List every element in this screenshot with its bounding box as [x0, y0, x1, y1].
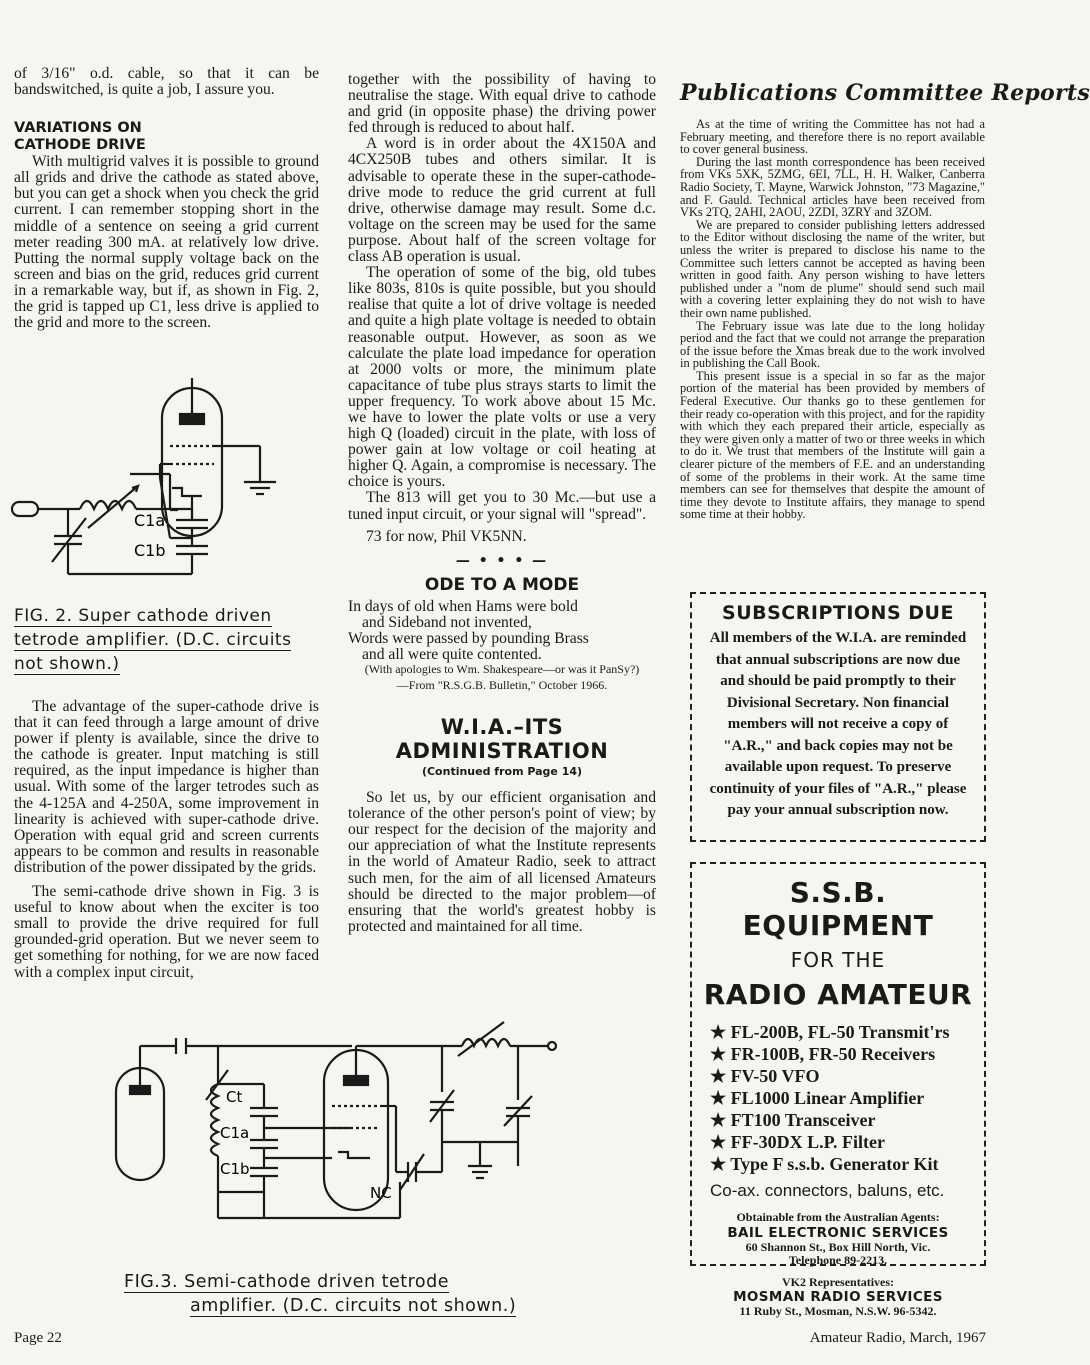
- ssb-headline: S.S.B. EQUIPMENT: [742, 876, 934, 942]
- ssb-advert-box: [690, 862, 986, 1318]
- subscriptions-title: SUBSCRIPTIONS DUE: [722, 602, 954, 624]
- fig3-label-c1a: C1a: [220, 1124, 250, 1142]
- ode-title: ODE TO A MODE: [424, 574, 580, 595]
- pub-para-5: This present issue is a special in so far as the major portion of the material has been provided by members of Federal Executive. Our thanks go to these gentlemen for their ready co-operation with this project, and for the rapidity with which they each prepared their article, especially as they were given only a matter of two or three weeks in which to do it. We trust that members of the Institute will gain a clearer picture of the members of F.E. and an understanding of some of the problems in their work. At the same time members can see for themselves that despite the amount of time they devote to Institute affairs, they manage to spend some time at their hobby.: [680, 368, 985, 522]
- ssb-item: ★ FF-30DX L.P. Filter: [710, 1132, 885, 1152]
- ssb-item: ★ FT100 Transceiver: [710, 1110, 876, 1130]
- ssb-item: ★ FL1000 Linear Amplifier: [710, 1088, 925, 1108]
- fig3-schematic: [100, 1022, 580, 1272]
- fig3-output-coil: [462, 1039, 510, 1046]
- ssb-item: ★ Type F s.s.b. Generator Kit: [710, 1154, 939, 1174]
- column-left: [14, 66, 319, 331]
- fig3-input-coil: [211, 1084, 218, 1156]
- ssb-vk2-intro: VK2 Representatives:: [781, 1274, 895, 1289]
- fig2-caption-line-3: not shown.): [14, 654, 120, 674]
- ode-poem: [348, 599, 656, 663]
- col1-intro: of 3/16" o.d. cable, so that it can be bandswitched, is quite a job, I assure you.: [14, 65, 319, 99]
- subhead-variations: [14, 120, 319, 154]
- ssb-item: ★ FV-50 VFO: [710, 1066, 820, 1086]
- column-right: [680, 72, 1090, 522]
- col1-para-2: The advantage of the super-cathode drive is that it can feed through a large amount of drive power if plenty is available, since the drive to the cathode is greater. Input matching is still required, as the input impedance is higher than usual. With some of the larger tetrodes such as the 4-125A and 4-250A, some improvement in linearity is achieved with super-cathode drive. Operation with equal grid and screen currents appears to be common and results in reasonable distribution of the power dissipated by the grids.: [14, 698, 319, 876]
- ssb-radio-amateur: RADIO AMATEUR: [703, 978, 973, 1011]
- ode-line-3: Words were passed by pounding Brass: [348, 629, 589, 647]
- fig2-schematic: [10, 378, 310, 600]
- subscriptions-box: [690, 592, 986, 842]
- column-middle: [348, 72, 656, 935]
- column-left-lower: [14, 699, 319, 981]
- ssb-agent-1-telephone: Telephone 89-2213.: [788, 1253, 888, 1267]
- ssb-item: ★ FR-100B, FR-50 Receivers: [710, 1044, 936, 1064]
- subscriptions-text: All members of the W.I.A. are reminded that annual subscriptions are now due and should be paid promptly to their Divisional Secretary. Non financial members will not receive a copy of "A.R.," and back copies may not be available upon request. To preserve continuity of your files of "A.R.," please pay your annual subscription now.: [709, 630, 967, 818]
- wia-title: W.I.A.–ITS ADMINISTRATION: [395, 715, 609, 764]
- fig2-plate: [180, 414, 204, 424]
- ssb-item: ★ FL-200B, FL-50 Transmit'rs: [710, 1022, 950, 1042]
- ssb-agent-2-address: 11 Ruby St., Mosman, N.S.W. 96-5342.: [739, 1304, 937, 1318]
- fig2-caption-line-1: FIG. 2. Super cathode driven: [14, 606, 272, 626]
- fig2-caption-line-2: tetrode amplifier. (D.C. circuits: [14, 630, 292, 650]
- pub-para-1: As at the time of writing the Committee has not had a February meeting, and therefore there is no report available to cover general business.: [680, 117, 985, 157]
- ode-line-1: In days of old when Hams were bold: [348, 597, 578, 615]
- col1-para-3: The semi-cathode drive shown in Fig. 3 is useful to know about when the exciter is too small to provide the drive required for full grounded-grid operation. But we never seem to get something for nothing, for we are now faced with a complex input circuit,: [14, 883, 319, 981]
- fig3-label-ct: Ct: [226, 1088, 243, 1106]
- ssb-item-list: [702, 1021, 974, 1175]
- ssb-for-the: FOR THE: [790, 948, 886, 972]
- ssb-agent-1-address: 60 Shannon St., Box Hill North, Vic.: [745, 1239, 931, 1254]
- fig3-label-nc: NC: [370, 1184, 392, 1202]
- col2-para-2: A word is in order about the 4X150A and 4CX250B tubes and others similar. It is advisable to operate these in the super-cathode-drive mode to reduce the grid current at full drive, otherwise damage may result. Some d.c. voltage on the screen may be used for the same purpose. About half of the screen voltage for class AB operation is usual.: [348, 135, 656, 266]
- pub-para-4: The February issue was late due to the long holiday period and the fact that we could not arrange the preparation of the issue before the Xmas break due to the work involved in publishing the Call Book.: [680, 318, 985, 371]
- footer-page-number: Page 22: [14, 1330, 62, 1346]
- fig2-label-c1b: C1b: [134, 541, 166, 560]
- fig2-caption: [14, 604, 334, 676]
- fig3-label-c1b: C1b: [220, 1160, 250, 1178]
- col2-para-4: The 813 will get you to 30 Mc.—but use a tuned input circuit, or your signal will "spread".: [348, 489, 656, 523]
- ode-note: (With apologies to Wm. Shakespeare—or was it PanSy?): [364, 662, 640, 677]
- ode-line-4: and all were quite contented.: [362, 646, 542, 663]
- ssb-extra: Co-ax. connectors, baluns, etc.: [710, 1181, 945, 1200]
- col2-signoff: 73 for now, Phil VK5NN.: [366, 527, 527, 545]
- col1-para-1: With multigrid valves it is possible to ground all grids and drive the cathode as stated above, but you can get a shock when you check the grid current. I can remember stopping short in the middle of a sentence on seeing a grid current meter reading 300 mA. at relatively low drive. Putting the normal supply voltage back on the screen and bias on the grid, reduces grid current in a remarkable way, but if, as shown in Fig. 2, the grid is tapped up C1, less drive is applied to the grid and more to the screen.: [14, 153, 319, 332]
- wia-para: So let us, by our efficient organisation and tolerance of the other person's point of view; by our respect for the decision of the majority and our appreciation of what the Institute represents in the world of Amateur Radio, seek to attract such men, for the aim of all licensed Amateurs should be directed to the major problem—of ensuring that the world's greatest hobby is protected and maintained for all time.: [348, 789, 656, 935]
- ssb-agent-1-name: BAIL ELECTRONIC SERVICES: [727, 1224, 949, 1241]
- ode-line-2: and Sideband not invented,: [362, 613, 532, 631]
- ssb-agents-intro: Obtainable from the Australian Agents:: [736, 1210, 940, 1224]
- pub-committee-title: Publications Committee Reports: [680, 80, 1090, 106]
- fig2-coil: [80, 501, 136, 509]
- ode-source: —From "R.S.G.B. Bulletin," October 1966.: [396, 678, 608, 693]
- pub-para-2: During the last month correspondence has been received from VKs 5XK, 5ZMG, 6EI, 7LL, H. H. Walker, Canberra Radio Society, T. Mayne, Warwick Johnston, "73 Magazine," and F. Gauld. Technical articles have been received from VKs 2TQ, 2AHI, 2AOU, 2ZDI, 3ZRY and 3ZOM.: [680, 154, 985, 220]
- fig2-label-c1a: C1a: [134, 511, 166, 530]
- col2-para-1: together with the possibility of having to neutralise the stage. With equal drive to cathode and grid (in opposite phase) the driving power fed through is reduced to about half.: [348, 71, 656, 137]
- subhead-line-2: CATHODE DRIVE: [14, 137, 146, 154]
- pub-para-3: We are prepared to consider publishing letters addressed to the Editor without disclosing the name of the writer, but unless the writer is prepared to disclose his name to the Committee such letters cannot be accepted as having been written in good faith. Any person wishing to have letters published under a "nom de plume" should send such mail with a covering letter explaining they do not wish to have their own name published.: [680, 217, 985, 320]
- wia-continued: (Continued from Page 14): [421, 765, 583, 779]
- fig3-caption-line-1: FIG.3. Semi-cathode driven tetrode: [124, 1272, 449, 1292]
- footer-issue: Amateur Radio, March, 1967: [809, 1330, 986, 1346]
- subhead-line-1: VARIATIONS ON: [14, 120, 142, 137]
- separator: — • • • —: [455, 552, 549, 569]
- fig3-caption-line-2: amplifier. (D.C. circuits not shown.): [190, 1296, 517, 1316]
- ssb-agent-2-name: MOSMAN RADIO SERVICES: [733, 1289, 943, 1305]
- fig3-caption: [124, 1270, 584, 1318]
- col2-para-3: The operation of some of the big, old tubes like 803s, 810s is quite possible, but you should realise that quite a lot of drive voltage is needed and quite a high plate voltage is needed to obtain reasonable output. However, as soon as we calculate the plate load impedance for operation at 2000 volts or more, the minimum plate capacitance of tube plus strays starts to limit the upper frequency. To work above about 15 Mc. we have to lower the plate volts or use a very high Q (loaded) circuit in the plate, with loss of power gain at low voltage or coil heating at higher Q. Again, a compromise is necessary. The choice is yours.: [348, 264, 656, 491]
